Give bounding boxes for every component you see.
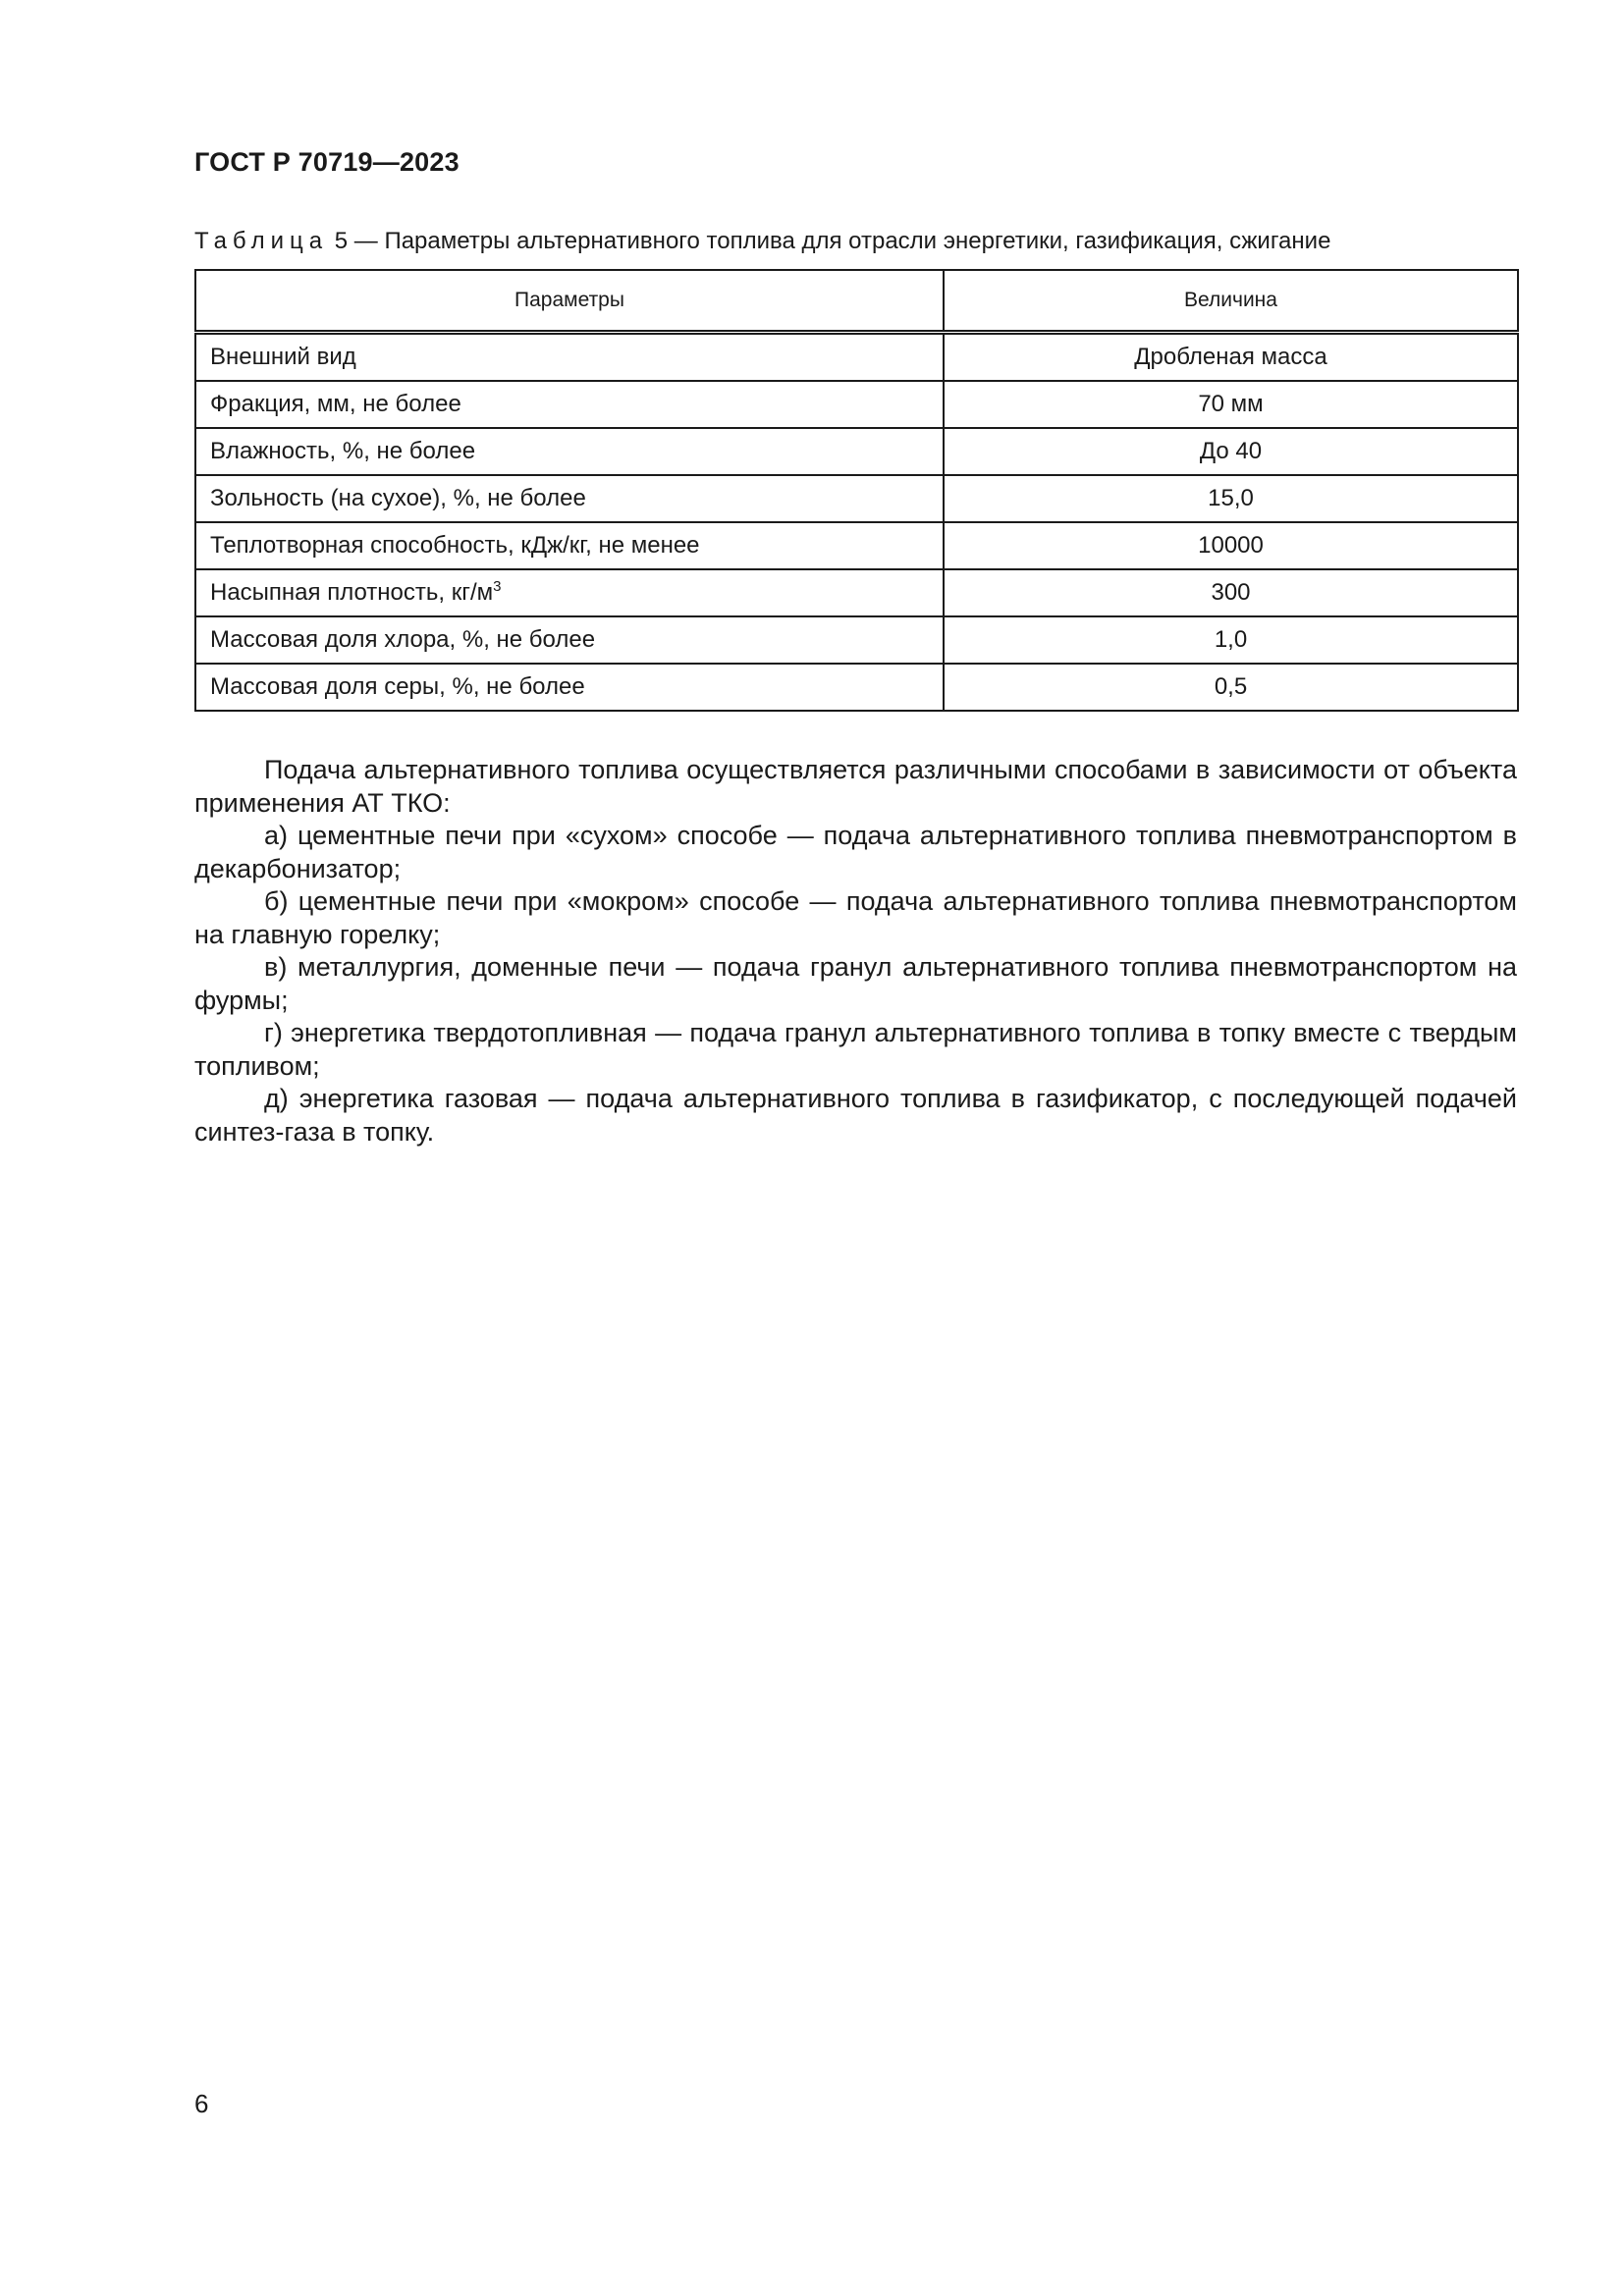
param-cell: Зольность (на сухое), %, не более: [195, 475, 944, 522]
table-row: [195, 381, 1518, 428]
param-cell: Внешний вид: [195, 333, 944, 382]
table-row: [195, 475, 1518, 522]
param-cell: Теплотворная способность, кДж/кг, не менее: [195, 522, 944, 569]
table-row: [195, 522, 1518, 569]
table-caption: [194, 228, 1330, 255]
document-header: ГОСТ Р 70719—2023: [194, 147, 460, 177]
superscript: 3: [493, 578, 502, 595]
value-cell: 70 мм: [944, 381, 1518, 428]
param-cell-text: Насыпная плотность, кг/м: [210, 579, 494, 606]
param-cell: [195, 569, 944, 616]
value-cell: 1,0: [944, 616, 1518, 664]
table-row: [195, 616, 1518, 664]
value-cell: Дробленая масса: [944, 333, 1518, 382]
column-header-parameters: Параметры: [195, 270, 944, 333]
body-paragraph: а) цементные печи при «сухом» способе — подача альтернативного топлива пневмотранспортом в декарбонизатор;: [194, 821, 1517, 883]
param-cell: Влажность, %, не более: [195, 428, 944, 475]
table-caption-word: Таблица: [194, 228, 329, 254]
column-header-value: Величина: [944, 270, 1518, 333]
value-cell: До 40: [944, 428, 1518, 475]
table-header-row: [195, 270, 1518, 333]
body-paragraph: б) цементные печи при «мокром» способе — подача альтернативного топлива пневмотранспортом на главную горелку;: [194, 886, 1517, 949]
body-paragraph: д) энергетика газовая — подача альтернативного топлива в газификатор, с последующей подачей синтез-газа в топку.: [194, 1084, 1517, 1147]
body-text: [194, 754, 1517, 1148]
param-cell: Фракция, мм, не более: [195, 381, 944, 428]
param-cell: Массовая доля хлора, %, не более: [195, 616, 944, 664]
page-number: 6: [194, 2089, 209, 2118]
table-row: [195, 664, 1518, 711]
table-caption-text: 5 — Параметры альтернативного топлива для отрасли энергетики, газификация, сжигание: [328, 228, 1331, 254]
value-cell: 10000: [944, 522, 1518, 569]
value-cell: 300: [944, 569, 1518, 616]
value-cell: 15,0: [944, 475, 1518, 522]
param-cell: Массовая доля серы, %, не более: [195, 664, 944, 711]
parameters-table: [194, 269, 1519, 712]
body-paragraph: Подача альтернативного топлива осуществляется различными способами в зависимости от объекта применения АТ ТКО:: [194, 755, 1517, 818]
table-row: [195, 428, 1518, 475]
table-row: [195, 333, 1518, 382]
body-paragraph: в) металлургия, доменные печи — подача гранул альтернативного топлива пневмотранспортом на фурмы;: [194, 952, 1517, 1015]
body-paragraph: г) энергетика твердотопливная — подача гранул альтернативного топлива в топку вместе с твердым топливом;: [194, 1018, 1517, 1081]
table-row: [195, 569, 1518, 616]
value-cell: 0,5: [944, 664, 1518, 711]
